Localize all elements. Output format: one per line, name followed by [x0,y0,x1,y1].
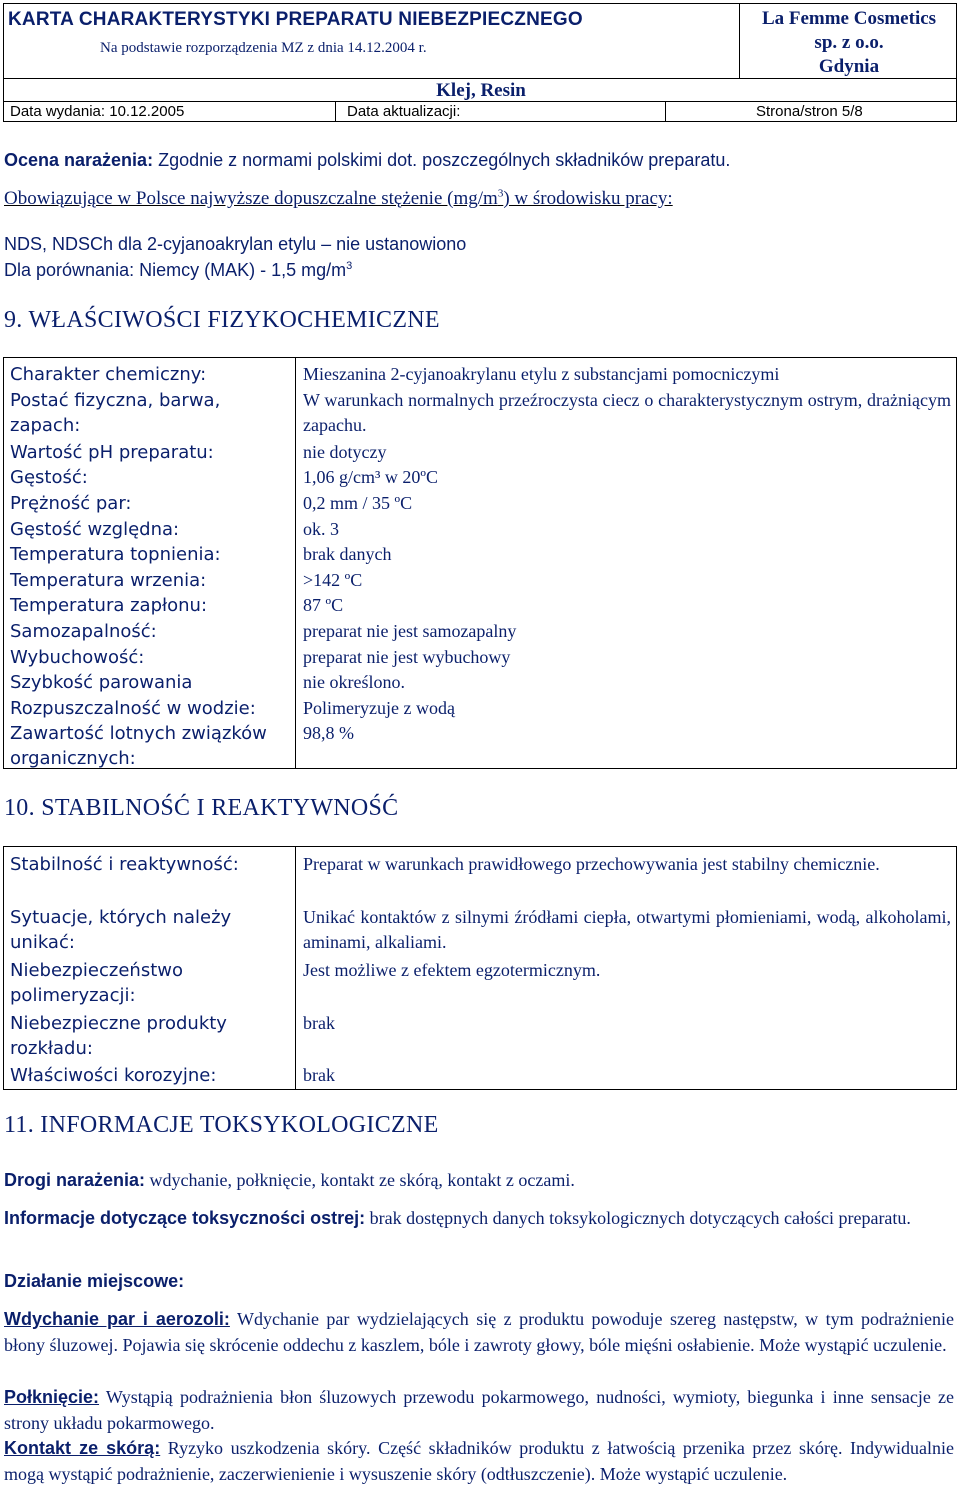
section-10-heading: 10. STABILNOŚĆ I REAKTYWNOŚĆ [4,795,399,821]
stability-table [3,846,957,1090]
row-label: Temperatura wrzenia: [10,570,207,591]
row-label: Sytuacje, których należy unikać: [10,907,232,953]
company-line-1: La Femme Cosmetics [761,8,937,29]
row-value: Preparat w warunkach prawidłowego przechowywania jest stabilny chemicznie. [303,854,880,874]
physicochemical-table [3,357,957,769]
row-label: Gęstość: [10,467,88,488]
row-value: ok. 3 [303,519,339,539]
row-label: Szybkość parowania [10,672,193,693]
nds-line [4,234,466,255]
row-value: nie dotyczy [303,442,387,462]
row-value: W warunkach normalnych przeźroczysta ciecz o charakterystycznym ostrym, drażniącym zapachu. [303,390,951,435]
exposure-assessment-label: Ocena narażenia: [4,150,154,170]
row-label: Niebezpieczeństwo polimeryzacji: [10,960,183,1006]
row-value: brak [303,1013,335,1033]
row-label: Gęstość względna: [10,519,180,540]
nds-label: NDS, NDSCh dla 2-cyjanoakrylan etylu [4,234,317,254]
product-name: Klej, Resin [436,80,526,101]
row-value: brak [303,1065,335,1085]
row-value: 0,2 mm / 35 ºC [303,493,413,513]
row-value: preparat nie jest samozapalny [303,621,517,641]
exposure-assessment-text: Zgodnie z normami polskimi dot. poszczególnych składników preparatu. [158,150,731,170]
local-effects-heading: Działanie miejscowe: [4,1271,185,1291]
row-value: preparat nie jest wybuchowy [303,647,511,667]
row-value: 98,8 % [303,723,354,743]
inhalation-text: Wdychanie par wydzielających się z produktu powoduje szereg następstw, w tym podrażnienie błony śluzowej. Pojawia się skrócenie oddechu z kaszlem, bóle i zawroty głowy, bóle mięśni osłabienie. Może wystąpić uczulenie. [4,1309,955,1355]
section-9-heading: 9. WŁAŚCIWOŚCI FIZYKOCHEMICZNE [4,307,440,333]
row-label: Samozapalność: [10,621,157,642]
row-label: Wybuchowość: [10,647,145,668]
row-value: >142 ºC [303,570,363,590]
skin-contact-label: Kontakt ze skórą: [4,1438,161,1458]
document-title: KARTA CHARAKTERYSTYKI PREPARATU NIEBEZPIECZNEGO [8,9,583,30]
row-value: nie określono. [303,672,405,692]
ingestion-label: Połknięcie: [4,1387,100,1407]
limits-heading-part1: Obowiązujące w Polsce najwyższe dopuszczalne stężenie (mg/m [4,188,498,209]
row-label: Stabilność i reaktywność: [10,854,239,875]
row-value: Polimeryzuje z wodą [303,698,455,718]
company-name [740,7,958,79]
issue-date: Data wydania: 10.12.2005 [10,103,185,120]
company-line-2: sp. z o.o. [814,32,884,53]
exposure-routes-label: Drogi narażenia: [4,1170,146,1190]
acute-toxicity [4,1205,954,1231]
mak-superscript: 3 [346,260,353,272]
limits-heading-superscript: 3 [497,187,504,200]
row-value: brak danych [303,544,392,564]
local-effects-label [4,1268,954,1294]
exposure-routes [4,1167,954,1193]
exposure-limits-heading [4,188,673,210]
row-label: Zawartość lotnych związków organicznych: [10,723,267,769]
acute-toxicity-text: brak dostępnych danych toksykologicznych dotyczących całości preparatu. [365,1208,911,1228]
row-label: Charakter chemiczny: [10,364,207,385]
update-date: Data aktualizacji: [347,103,461,120]
section-11-heading: 11. INFORMACJE TOKSYKOLOGICZNE [4,1112,439,1138]
row-label: Rozpuszczalność w wodzie: [10,698,256,719]
row-value: Mieszanina 2-cyjanoakrylanu etylu z substancjami pomocniczymi [303,364,780,384]
mak-text: Dla porównania: Niemcy (MAK) - 1,5 mg/m [4,260,347,280]
row-value: Jest możliwe z efektem egzotermicznym. [303,960,601,980]
row-value: 87 ºC [303,595,344,615]
mak-line [4,260,352,281]
row-label: Wartość pH preparatu: [10,442,214,463]
nds-value: – nie ustanowiono [316,234,467,254]
row-label: Temperatura zapłonu: [10,595,208,616]
inhalation-paragraph [4,1306,954,1358]
row-label: Niebezpieczne produkty rozkładu: [10,1013,227,1059]
row-value: Unikać kontaktów z silnymi źródłami ciepła, otwartymi płomieniami, wodą, alkoholami, aminami, alkaliami. [303,907,951,952]
acute-toxicity-label: Informacje dotyczące toksyczności ostrej: [4,1208,366,1228]
inhalation-label: Wdychanie par i aerozoli: [4,1309,230,1329]
page-number: Strona/stron 5/8 [756,103,863,120]
exposure-assessment [4,150,730,171]
skin-contact-text: Ryzyko uszkodzenia skóry. Część składników produktu z łatwością przenika przez skórę. Indywidualnie mogą wystąpić podrażnienie, zaczerwienienie i wysuszenie skóry (odtłuszczenie). Może wystąpić uczulenie. [4,1438,955,1484]
exposure-routes-text: wdychanie, połknięcie, kontakt ze skórą, kontakt z oczami. [145,1170,575,1190]
ingestion-paragraph [4,1384,954,1436]
row-label: Właściwości korozyjne: [10,1065,217,1086]
company-line-3: Gdynia [818,56,880,77]
document-header [3,3,957,122]
row-label: Postać fizyczna, barwa, zapach: [10,390,221,436]
row-label: Temperatura topnienia: [10,544,221,565]
row-value: 1,06 g/cm³ w 20ºC [303,467,438,487]
regulation-reference: Na podstawie rozporządzenia MZ z dnia 14.12.2004 r. [100,40,427,56]
ingestion-text: Wystąpią podrażnienia błon śluzowych przewodu pokarmowego, nudności, wymioty, biegunka i inne sensacje ze strony układu pokarmowego. [4,1387,954,1433]
skin-contact-paragraph [4,1435,954,1487]
limits-heading-part2: ) w środowisku pracy: [503,188,673,209]
row-label: Prężność par: [10,493,132,514]
